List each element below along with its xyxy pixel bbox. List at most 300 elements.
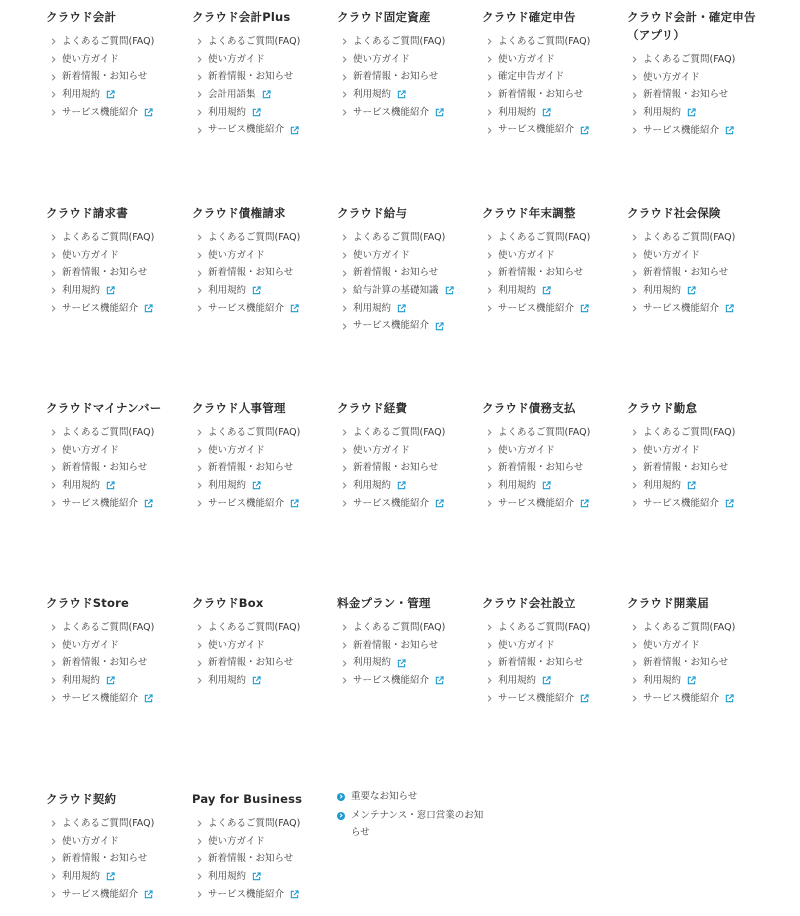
chevron-right-icon bbox=[340, 37, 349, 46]
section-link[interactable] bbox=[337, 229, 477, 247]
link-label: 利用規約 bbox=[62, 871, 101, 883]
external-link-icon bbox=[252, 108, 261, 117]
chevron-right-icon bbox=[49, 428, 58, 437]
section-link[interactable] bbox=[627, 495, 767, 513]
service-section bbox=[192, 790, 332, 903]
notice-label: メンテナンス・窓口営業のお知らせ bbox=[351, 810, 484, 838]
service-section bbox=[46, 399, 186, 512]
section-link[interactable] bbox=[46, 619, 186, 637]
section-title: クラウド会計・確定申告（アプリ） bbox=[627, 10, 756, 42]
link-label: 使い方ガイド bbox=[208, 53, 265, 65]
chevron-right-icon bbox=[340, 55, 349, 64]
link-label: 使い方ガイド bbox=[498, 444, 555, 456]
link-label: 新着情報・お知らせ bbox=[208, 853, 294, 865]
chevron-right-icon bbox=[195, 641, 204, 650]
section-link[interactable] bbox=[192, 815, 332, 833]
link-label: 新着情報・お知らせ bbox=[643, 657, 729, 669]
section-link[interactable] bbox=[482, 690, 622, 708]
chevron-right-icon bbox=[630, 286, 639, 295]
section-link[interactable] bbox=[192, 282, 332, 300]
section-link[interactable] bbox=[627, 51, 767, 69]
section-link[interactable] bbox=[627, 459, 767, 477]
link-label: 使い方ガイド bbox=[208, 639, 265, 651]
chevron-right-icon bbox=[340, 676, 349, 685]
link-label: 利用規約 bbox=[643, 107, 682, 119]
chevron-right-icon bbox=[485, 464, 494, 473]
section-link[interactable] bbox=[192, 459, 332, 477]
external-link-icon bbox=[252, 872, 261, 881]
section-link[interactable] bbox=[192, 477, 332, 495]
section-link[interactable] bbox=[482, 495, 622, 513]
section-link[interactable] bbox=[192, 442, 332, 460]
section-link[interactable] bbox=[627, 690, 767, 708]
link-label: サービス機能紹介 bbox=[353, 497, 430, 509]
link-label: 新着情報・お知らせ bbox=[498, 657, 584, 669]
section-link[interactable] bbox=[337, 495, 477, 513]
link-label: よくあるご質問(FAQ) bbox=[498, 232, 591, 243]
chevron-right-icon bbox=[195, 90, 204, 99]
section-link[interactable] bbox=[46, 247, 186, 265]
service-section bbox=[337, 204, 477, 335]
link-label: よくあるご質問(FAQ) bbox=[643, 232, 736, 243]
service-section bbox=[482, 204, 622, 317]
link-label: 利用規約 bbox=[353, 657, 392, 669]
section-link[interactable] bbox=[192, 495, 332, 513]
section-title: クラウド契約 bbox=[46, 792, 117, 806]
chevron-right-icon bbox=[340, 269, 349, 278]
service-section bbox=[627, 594, 767, 707]
link-label: よくあるご質問(FAQ) bbox=[353, 232, 446, 243]
chevron-right-icon bbox=[49, 269, 58, 278]
chevron-right-icon bbox=[49, 890, 58, 899]
section-link[interactable] bbox=[46, 459, 186, 477]
section-link[interactable] bbox=[337, 33, 477, 51]
link-label: 利用規約 bbox=[643, 480, 682, 492]
section-link[interactable] bbox=[482, 459, 622, 477]
chevron-right-icon bbox=[49, 286, 58, 295]
external-link-icon bbox=[542, 108, 551, 117]
section-link[interactable] bbox=[482, 300, 622, 318]
external-link-icon bbox=[580, 126, 589, 135]
link-label: 新着情報・お知らせ bbox=[353, 71, 439, 83]
chevron-right-icon bbox=[49, 819, 58, 828]
section-link[interactable] bbox=[337, 282, 477, 300]
chevron-right-icon bbox=[49, 659, 58, 668]
chevron-right-icon bbox=[195, 73, 204, 82]
chevron-right-icon bbox=[49, 251, 58, 260]
section-link[interactable] bbox=[627, 229, 767, 247]
chevron-right-icon bbox=[195, 446, 204, 455]
chevron-right-icon bbox=[630, 269, 639, 278]
link-label: 新着情報・お知らせ bbox=[62, 853, 148, 865]
chevron-right-icon bbox=[49, 90, 58, 99]
section-link[interactable] bbox=[337, 672, 477, 690]
section-link[interactable] bbox=[627, 69, 767, 87]
section-link[interactable] bbox=[192, 86, 332, 104]
section-link[interactable] bbox=[627, 442, 767, 460]
section-link[interactable] bbox=[46, 424, 186, 442]
section-link[interactable] bbox=[337, 477, 477, 495]
link-label: 利用規約 bbox=[353, 89, 392, 101]
chevron-right-icon bbox=[195, 837, 204, 846]
chevron-right-icon bbox=[195, 676, 204, 685]
link-label: サービス機能紹介 bbox=[208, 497, 285, 509]
section-link[interactable] bbox=[192, 672, 332, 690]
link-label: 利用規約 bbox=[208, 871, 247, 883]
link-label: 使い方ガイド bbox=[208, 835, 265, 847]
section-link[interactable] bbox=[192, 850, 332, 868]
section-title: クラウドマイナンバー bbox=[46, 401, 162, 415]
section-link[interactable] bbox=[482, 264, 622, 282]
chevron-right-icon bbox=[195, 126, 204, 135]
notice-maintenance-link[interactable] bbox=[337, 807, 487, 841]
service-section bbox=[337, 8, 477, 121]
section-link[interactable] bbox=[482, 86, 622, 104]
link-label: よくあるご質問(FAQ) bbox=[62, 622, 155, 633]
section-link[interactable] bbox=[46, 833, 186, 851]
section-title: クラウド請求書 bbox=[46, 206, 128, 220]
section-link[interactable] bbox=[46, 282, 186, 300]
section-link[interactable] bbox=[482, 104, 622, 122]
section-link[interactable] bbox=[46, 868, 186, 886]
section-title: クラウドBox bbox=[192, 596, 264, 610]
chevron-right-icon bbox=[485, 73, 494, 82]
section-link[interactable] bbox=[46, 654, 186, 672]
section-link[interactable] bbox=[627, 477, 767, 495]
link-label: よくあるご質問(FAQ) bbox=[498, 36, 591, 47]
section-link[interactable] bbox=[192, 424, 332, 442]
chevron-right-icon bbox=[195, 251, 204, 260]
chevron-right-icon bbox=[195, 855, 204, 864]
chevron-right-icon bbox=[485, 90, 494, 99]
section-link[interactable] bbox=[482, 477, 622, 495]
external-link-icon bbox=[687, 481, 696, 490]
external-link-icon bbox=[687, 286, 696, 295]
section-link[interactable] bbox=[46, 850, 186, 868]
section-link[interactable] bbox=[46, 229, 186, 247]
chevron-right-icon bbox=[340, 464, 349, 473]
link-label: 利用規約 bbox=[208, 675, 247, 687]
chevron-right-icon bbox=[630, 464, 639, 473]
external-link-icon bbox=[435, 108, 444, 117]
section-link[interactable] bbox=[337, 424, 477, 442]
chevron-right-icon bbox=[340, 659, 349, 668]
section-link[interactable] bbox=[627, 264, 767, 282]
link-label: よくあるご質問(FAQ) bbox=[62, 427, 155, 438]
section-title: クラウド固定資産 bbox=[337, 10, 431, 24]
section-link[interactable] bbox=[627, 247, 767, 265]
link-label: 利用規約 bbox=[62, 480, 101, 492]
section-link[interactable] bbox=[482, 51, 622, 69]
section-link[interactable] bbox=[482, 68, 622, 86]
section-link[interactable] bbox=[337, 86, 477, 104]
service-section bbox=[627, 204, 767, 317]
section-link[interactable] bbox=[46, 672, 186, 690]
link-label: 新着情報・お知らせ bbox=[498, 267, 584, 279]
section-link[interactable] bbox=[627, 654, 767, 672]
section-link[interactable] bbox=[482, 654, 622, 672]
chevron-right-icon bbox=[195, 481, 204, 490]
section-link[interactable] bbox=[192, 868, 332, 886]
link-label: サービス機能紹介 bbox=[62, 692, 139, 704]
section-link[interactable] bbox=[627, 672, 767, 690]
service-section bbox=[46, 594, 186, 707]
section-link[interactable] bbox=[337, 104, 477, 122]
chevron-right-icon bbox=[195, 304, 204, 313]
chevron-right-icon bbox=[49, 73, 58, 82]
link-label: サービス機能紹介 bbox=[208, 124, 285, 136]
section-link[interactable] bbox=[46, 495, 186, 513]
link-label: 新着情報・お知らせ bbox=[498, 89, 584, 101]
link-label: サービス機能紹介 bbox=[208, 302, 285, 314]
section-link[interactable] bbox=[337, 68, 477, 86]
chevron-right-icon bbox=[49, 641, 58, 650]
chevron-right-icon bbox=[195, 428, 204, 437]
section-title: クラウド債務支払 bbox=[482, 401, 576, 415]
chevron-right-icon bbox=[195, 233, 204, 242]
external-link-icon bbox=[435, 499, 444, 508]
link-label: よくあるご質問(FAQ) bbox=[62, 232, 155, 243]
link-label: よくあるご質問(FAQ) bbox=[62, 36, 155, 47]
external-link-icon bbox=[725, 304, 734, 313]
section-link[interactable] bbox=[192, 300, 332, 318]
section-link[interactable] bbox=[192, 33, 332, 51]
external-link-icon bbox=[725, 126, 734, 135]
link-label: よくあるご質問(FAQ) bbox=[208, 818, 301, 829]
section-link[interactable] bbox=[482, 247, 622, 265]
external-link-icon bbox=[725, 499, 734, 508]
section-title: クラウド債権請求 bbox=[192, 206, 286, 220]
chevron-right-icon bbox=[485, 37, 494, 46]
external-link-icon bbox=[687, 108, 696, 117]
section-link[interactable] bbox=[192, 104, 332, 122]
section-title: クラウド社会保険 bbox=[627, 206, 721, 220]
service-section bbox=[482, 8, 622, 139]
link-label: よくあるご質問(FAQ) bbox=[498, 622, 591, 633]
chevron-right-icon bbox=[630, 623, 639, 632]
section-link[interactable] bbox=[46, 886, 186, 904]
section-link[interactable] bbox=[192, 833, 332, 851]
section-link[interactable] bbox=[627, 424, 767, 442]
section-link[interactable] bbox=[46, 442, 186, 460]
link-label: サービス機能紹介 bbox=[208, 888, 285, 900]
link-label: よくあるご質問(FAQ) bbox=[353, 427, 446, 438]
section-link[interactable] bbox=[337, 637, 477, 655]
link-label: 使い方ガイド bbox=[62, 249, 119, 261]
link-label: 使い方ガイド bbox=[643, 71, 700, 83]
chevron-right-icon bbox=[340, 641, 349, 650]
notice-important-link[interactable] bbox=[337, 788, 487, 805]
external-link-icon bbox=[580, 304, 589, 313]
section-link[interactable] bbox=[46, 33, 186, 51]
service-section bbox=[337, 399, 477, 512]
chevron-right-icon bbox=[630, 676, 639, 685]
chevron-right-icon bbox=[485, 251, 494, 260]
section-link[interactable] bbox=[192, 637, 332, 655]
chevron-right-icon bbox=[485, 233, 494, 242]
section-link[interactable] bbox=[337, 317, 477, 335]
chevron-right-icon bbox=[340, 286, 349, 295]
section-title: クラウド人事管理 bbox=[192, 401, 286, 415]
link-label: サービス機能紹介 bbox=[62, 106, 139, 118]
section-link[interactable] bbox=[192, 121, 332, 139]
section-link[interactable] bbox=[337, 300, 477, 318]
external-link-icon bbox=[252, 481, 261, 490]
chevron-right-icon bbox=[49, 694, 58, 703]
service-section bbox=[627, 8, 767, 139]
link-label: 新着情報・お知らせ bbox=[353, 267, 439, 279]
link-label: 利用規約 bbox=[62, 285, 101, 297]
service-section bbox=[192, 399, 332, 512]
link-label: 使い方ガイド bbox=[62, 53, 119, 65]
section-link[interactable] bbox=[46, 477, 186, 495]
section-link[interactable] bbox=[192, 68, 332, 86]
section-link[interactable] bbox=[627, 619, 767, 637]
link-label: 新着情報・お知らせ bbox=[208, 71, 294, 83]
external-link-icon bbox=[397, 481, 406, 490]
chevron-right-icon bbox=[340, 322, 349, 331]
section-link[interactable] bbox=[482, 229, 622, 247]
chevron-right-icon bbox=[630, 694, 639, 703]
external-link-icon bbox=[290, 126, 299, 135]
section-link[interactable] bbox=[192, 619, 332, 637]
section-link[interactable] bbox=[482, 442, 622, 460]
section-link[interactable] bbox=[46, 68, 186, 86]
section-link[interactable] bbox=[192, 51, 332, 69]
chevron-right-icon bbox=[485, 623, 494, 632]
link-label: サービス機能紹介 bbox=[643, 497, 720, 509]
link-label: 使い方ガイド bbox=[498, 53, 555, 65]
link-label: 新着情報・お知らせ bbox=[62, 462, 148, 474]
section-link[interactable] bbox=[482, 637, 622, 655]
section-link[interactable] bbox=[627, 300, 767, 318]
arrow-circle-icon bbox=[337, 812, 345, 820]
chevron-right-icon bbox=[340, 499, 349, 508]
link-label: 利用規約 bbox=[353, 302, 392, 314]
link-label: 利用規約 bbox=[353, 480, 392, 492]
section-link[interactable] bbox=[192, 264, 332, 282]
external-link-icon bbox=[106, 481, 115, 490]
external-link-icon bbox=[262, 90, 271, 99]
section-link[interactable] bbox=[192, 886, 332, 904]
service-section bbox=[46, 8, 186, 121]
section-link[interactable] bbox=[482, 121, 622, 139]
section-title: クラウド会計Plus bbox=[192, 10, 291, 24]
link-label: 利用規約 bbox=[208, 480, 247, 492]
section-link[interactable] bbox=[482, 33, 622, 51]
section-link[interactable] bbox=[46, 86, 186, 104]
service-section bbox=[46, 204, 186, 317]
chevron-right-icon bbox=[485, 269, 494, 278]
link-label: サービス機能紹介 bbox=[353, 106, 430, 118]
section-link[interactable] bbox=[482, 424, 622, 442]
chevron-right-icon bbox=[485, 641, 494, 650]
section-link[interactable] bbox=[337, 459, 477, 477]
section-link[interactable] bbox=[192, 247, 332, 265]
section-link[interactable] bbox=[337, 264, 477, 282]
link-label: サービス機能紹介 bbox=[498, 302, 575, 314]
chevron-right-icon bbox=[195, 623, 204, 632]
chevron-right-icon bbox=[49, 676, 58, 685]
section-title: クラウド確定申告 bbox=[482, 10, 576, 24]
section-link[interactable] bbox=[482, 619, 622, 637]
chevron-right-icon bbox=[485, 694, 494, 703]
link-label: 使い方ガイド bbox=[643, 444, 700, 456]
section-link[interactable] bbox=[482, 282, 622, 300]
link-label: 新着情報・お知らせ bbox=[353, 639, 439, 651]
chevron-right-icon bbox=[49, 464, 58, 473]
link-label: サービス機能紹介 bbox=[643, 692, 720, 704]
section-link[interactable] bbox=[337, 619, 477, 637]
section-link[interactable] bbox=[337, 442, 477, 460]
section-link[interactable] bbox=[46, 300, 186, 318]
link-label: 使い方ガイド bbox=[208, 444, 265, 456]
external-link-icon bbox=[106, 90, 115, 99]
section-link[interactable] bbox=[46, 815, 186, 833]
section-link[interactable] bbox=[46, 51, 186, 69]
section-link[interactable] bbox=[482, 672, 622, 690]
link-label: サービス機能紹介 bbox=[643, 302, 720, 314]
section-link[interactable] bbox=[627, 282, 767, 300]
section-link[interactable] bbox=[627, 637, 767, 655]
section-link[interactable] bbox=[46, 104, 186, 122]
notice-links bbox=[337, 788, 487, 841]
link-label: よくあるご質問(FAQ) bbox=[643, 427, 736, 438]
link-label: 新着情報・お知らせ bbox=[643, 89, 729, 101]
chevron-right-icon bbox=[340, 304, 349, 313]
link-label: 新着情報・お知らせ bbox=[62, 657, 148, 669]
link-label: 使い方ガイド bbox=[643, 249, 700, 261]
link-label: よくあるご質問(FAQ) bbox=[353, 622, 446, 633]
external-link-icon bbox=[542, 286, 551, 295]
section-link[interactable] bbox=[337, 51, 477, 69]
section-link[interactable] bbox=[337, 654, 477, 672]
link-label: 新着情報・お知らせ bbox=[208, 267, 294, 279]
section-link[interactable] bbox=[46, 637, 186, 655]
section-link[interactable] bbox=[337, 247, 477, 265]
chevron-right-icon bbox=[630, 481, 639, 490]
chevron-right-icon bbox=[485, 676, 494, 685]
chevron-right-icon bbox=[485, 108, 494, 117]
link-label: 利用規約 bbox=[498, 480, 537, 492]
link-label: 使い方ガイド bbox=[353, 53, 410, 65]
chevron-right-icon bbox=[630, 659, 639, 668]
external-link-icon bbox=[144, 694, 153, 703]
section-link[interactable] bbox=[627, 86, 767, 104]
section-link[interactable] bbox=[192, 229, 332, 247]
chevron-right-icon bbox=[49, 37, 58, 46]
link-label: よくあるご質問(FAQ) bbox=[208, 232, 301, 243]
chevron-right-icon bbox=[630, 428, 639, 437]
section-link[interactable] bbox=[192, 654, 332, 672]
external-link-icon bbox=[725, 694, 734, 703]
link-label: 新着情報・お知らせ bbox=[498, 462, 584, 474]
chevron-right-icon bbox=[485, 304, 494, 313]
chevron-right-icon bbox=[49, 837, 58, 846]
section-link[interactable] bbox=[46, 264, 186, 282]
chevron-right-icon bbox=[195, 55, 204, 64]
link-label: よくあるご質問(FAQ) bbox=[498, 427, 591, 438]
link-label: 使い方ガイド bbox=[208, 249, 265, 261]
section-link[interactable] bbox=[46, 690, 186, 708]
section-link[interactable] bbox=[627, 104, 767, 122]
section-title: クラウド給与 bbox=[337, 206, 408, 220]
external-link-icon bbox=[144, 499, 153, 508]
chevron-right-icon bbox=[49, 55, 58, 64]
service-section bbox=[46, 790, 186, 903]
chevron-right-icon bbox=[485, 286, 494, 295]
section-link[interactable] bbox=[627, 122, 767, 140]
